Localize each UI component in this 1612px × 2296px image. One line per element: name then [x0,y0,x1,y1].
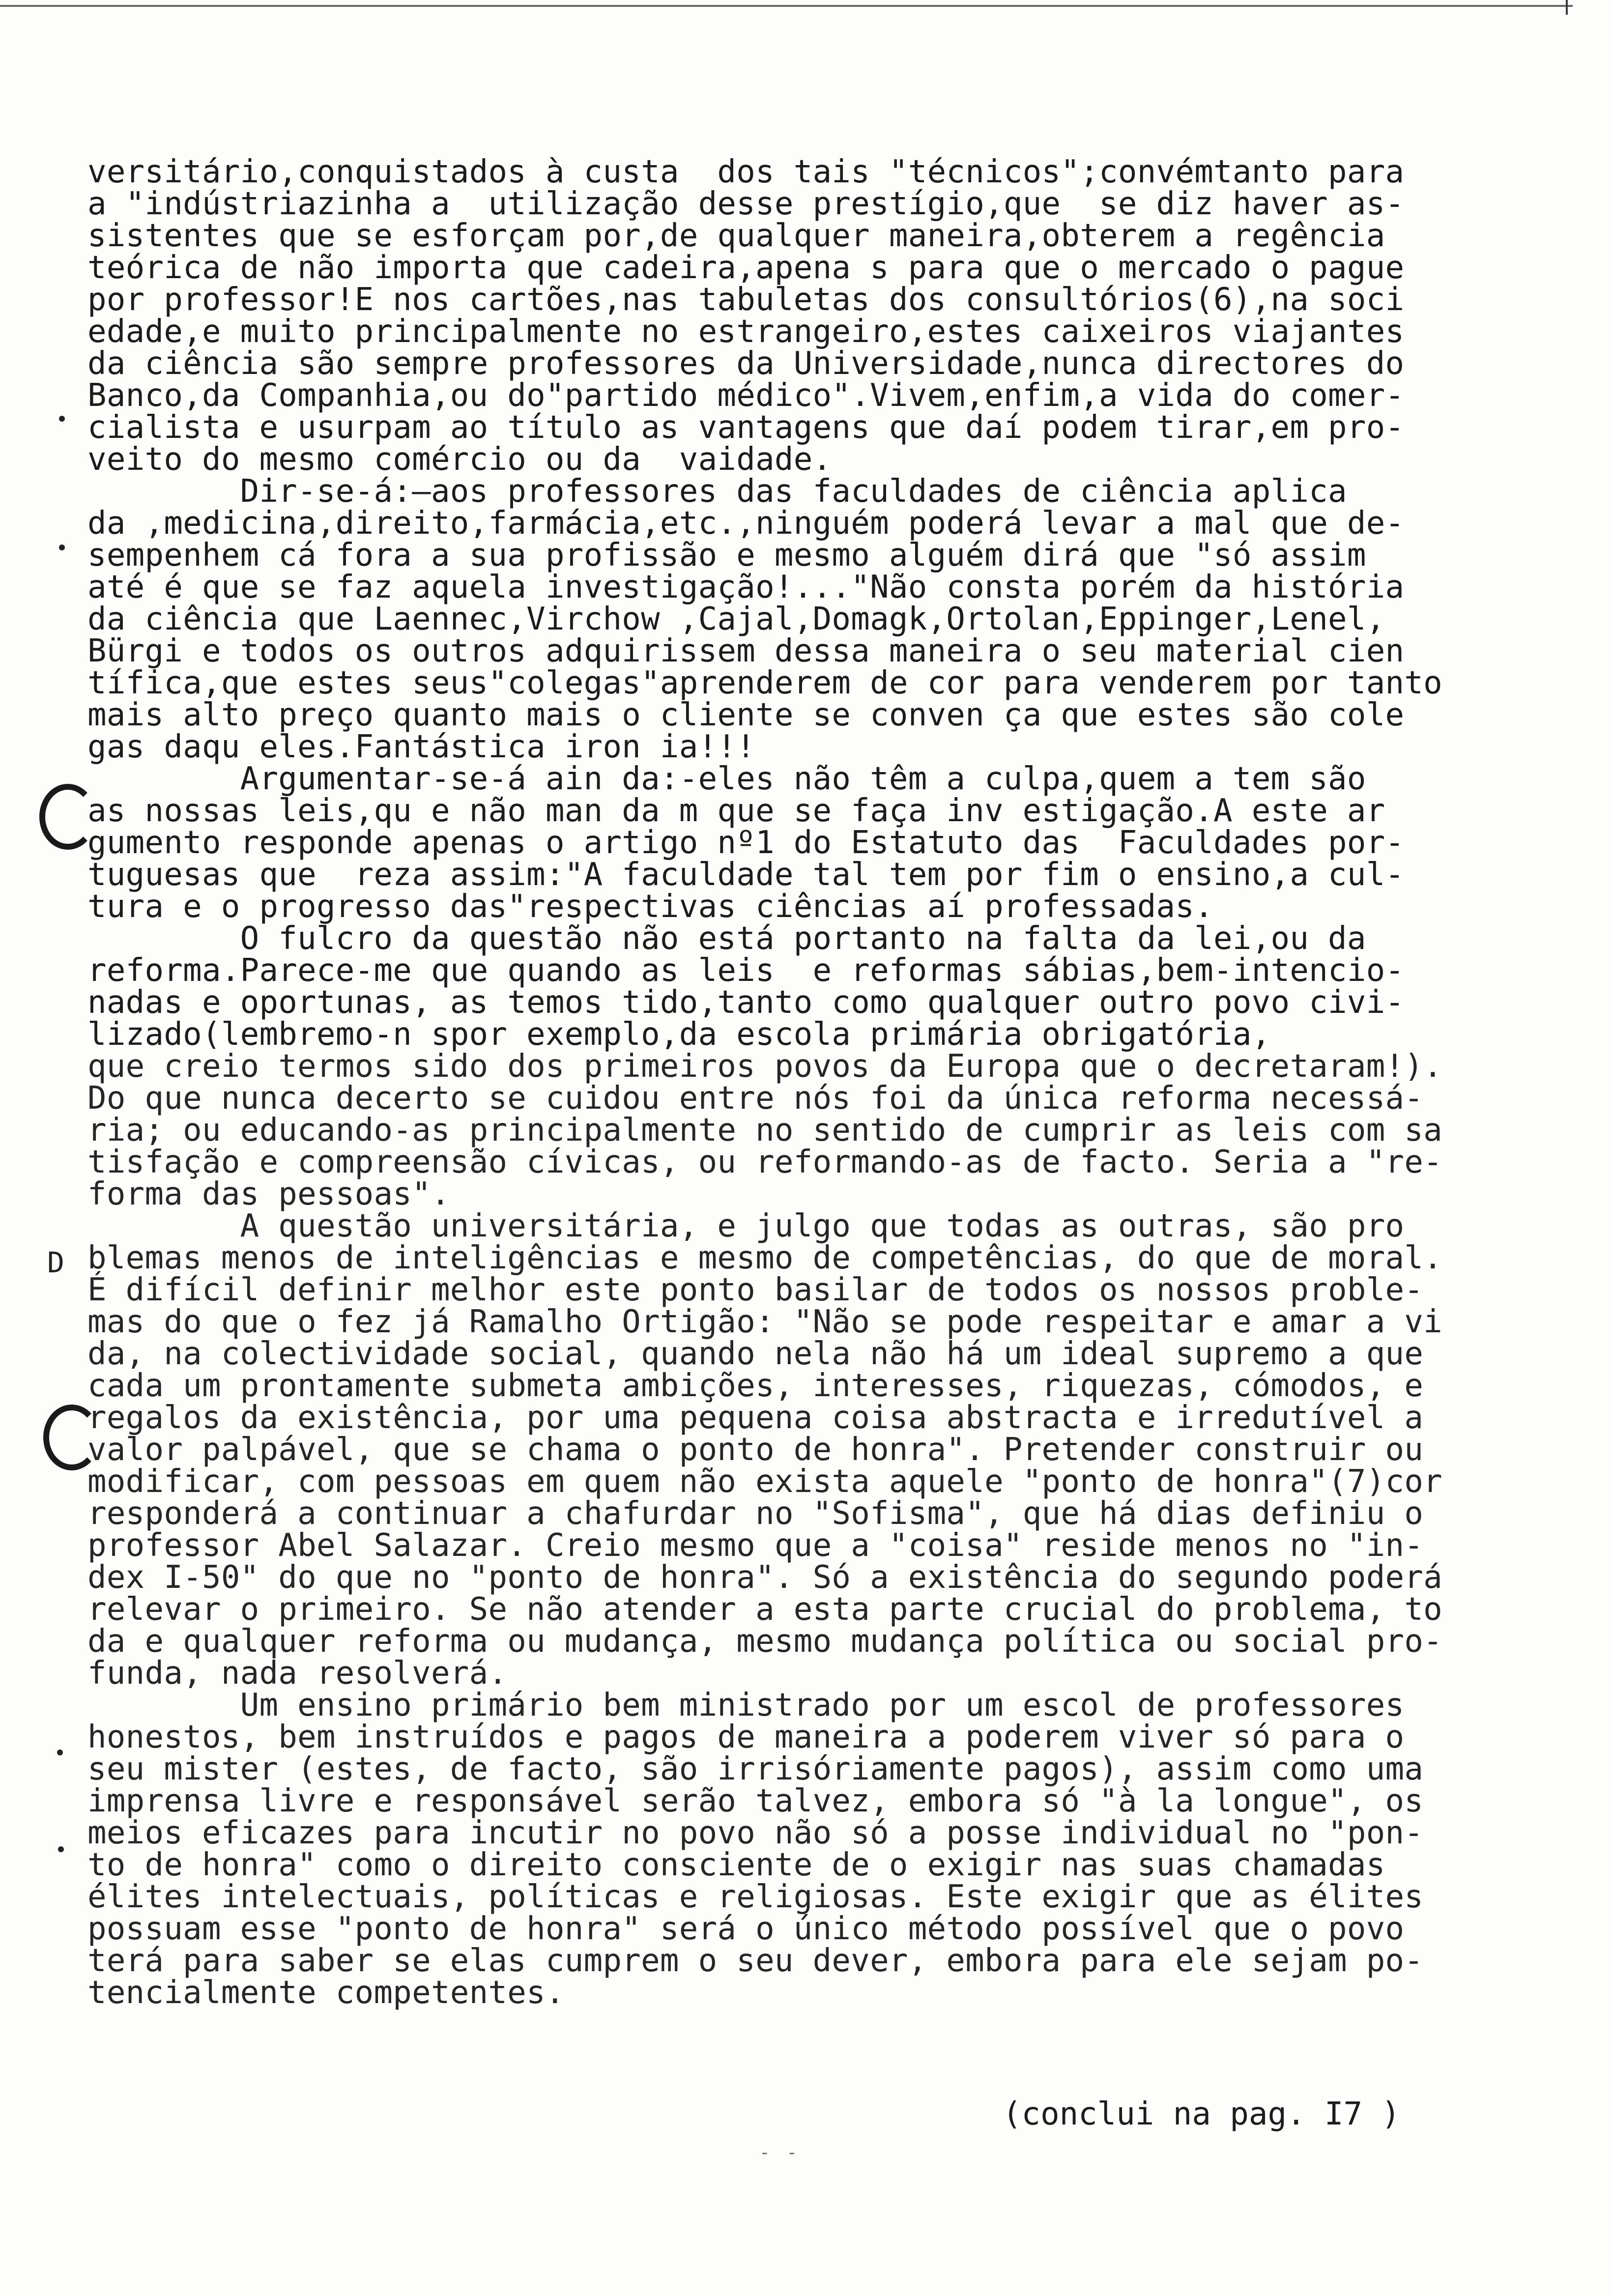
top-edge-rule [0,5,1573,7]
text-line: veito do mesmo comércio ou da vaidade. [87,441,832,478]
text-line: cada um prontamente submeta ambições, interesses, riquezas, cómodos, e [87,1368,1424,1404]
corner-mark [1566,0,1568,15]
text-line: tencialmente competentes. [87,1975,565,2011]
text-line: da e qualquer reforma ou mudança, mesmo mudança política ou social pro- [87,1623,1443,1660]
text-line: forma das pessoas". [87,1176,450,1212]
text-line: responderá a continuar a chafurdar no "Sofisma", que há dias definiu o [87,1495,1424,1532]
text-line: possuam esse "ponto de honra" será o único método possível que o povo [87,1911,1405,1947]
text-line: versitário,conquistados à custa dos tais "técnicos";convémtanto para [87,154,1405,190]
text-line: meios eficazes para incutir no povo não só a posse individual no "pon- [87,1815,1424,1851]
text-line: por professor!E nos cartões,nas tabuletas dos consultórios(6),na soci [87,282,1405,318]
margin-dot [58,1846,64,1852]
paragraph [87,473,1493,765]
text-line: Do que nunca decerto se cuidou entre nós foi da única reforma necessá- [87,1080,1424,1117]
text-line: sempenhem cá fora a sua profissão e mesmo alguém dirá que "só assim [87,537,1366,574]
text-line: nadas e oportunas, as temos tido,tanto como qualquer outro povo civi- [87,984,1405,1021]
paragraph [87,1210,1493,1690]
text-line: mais alto preço quanto mais o cliente se conven ça que estes são cole [87,697,1405,733]
text-line: élites intelectuais, políticas e religiosas. Este exigir que as élites [87,1879,1424,1915]
paragraph [87,156,1493,476]
text-line: Bürgi e todos os outros adquirissem dessa maneira o seu material cien [87,633,1405,669]
margin-dot [59,416,65,422]
text-line: dex I-50" do que no "ponto de honra". Só a existência do segundo poderá [87,1559,1443,1596]
text-line: regalos da existência, por uma pequena coisa abstracta e irredutível a [87,1400,1424,1436]
text-line: A questão universitária, e julgo que todas as outras, são pro [87,1208,1405,1244]
text-line: Dir-se-á:—aos professores das faculdades de ciência aplica [87,473,1347,510]
text-line: mas do que o fez já Ramalho Ortigão: "Não se pode respeitar e amar a vi [87,1304,1443,1340]
text-line: da ciência que Laennec,Virchow ,Cajal,Domagk,Ortolan,Eppinger,Lenel, [87,601,1385,637]
paragraph [87,1048,1493,1212]
text-line: que creio termos sido dos primeiros povos da Europa que o decretaram!). [87,1048,1443,1085]
text-line: professor Abel Salazar. Creio mesmo que a "coisa" reside menos no "in- [87,1527,1424,1564]
text-line: funda, nada resolverá. [87,1655,508,1692]
margin-dot [59,545,65,550]
text-line: cialista e usurpam ao título as vantagens que daí podem tirar,em pro- [87,409,1405,446]
text-line: É difícil definir melhor este ponto basilar de todos os nossos proble- [87,1272,1424,1308]
paragraph [87,763,1493,923]
text-line: Argumentar-se-á ain da:-eles não têm a culpa,quem a tem são [87,761,1366,797]
text-line: Um ensino primário bem ministrado por um escol de professores [87,1687,1405,1723]
text-line: sistentes que se esforçam por,de qualquer maneira,obterem a regência [87,218,1385,254]
text-line: to de honra" como o direito consciente de o exigir nas suas chamadas [87,1847,1385,1883]
text-line: da ,medicina,direito,farmácia,etc.,ninguém poderá levar a mal que de- [87,505,1405,542]
text-line: tisfação e compreensão cívicas, ou reformando-as de facto. Seria a "re- [87,1144,1443,1180]
text-line: da ciência são sempre professores da Universidade,nunca directores do [87,345,1405,382]
paragraph [87,920,1493,1053]
text-line: modificar, com pessoas em quem não exista aquele "ponto de honra"(7)cor [87,1464,1443,1500]
text-line: reforma.Parece-me que quando as leis e reformas sábias,bem-intencio- [87,952,1405,989]
text-line: ria; ou educando-as principalmente no sentido de cumprir as leis com sa [87,1112,1443,1148]
page-mark: - - [759,2143,801,2163]
text-line: tífica,que estes seus"colegas"aprenderem de cor para venderem por tanto [87,665,1443,701]
text-line: a "indústriazinha a utilização desse prestígio,que se diz haver as- [87,186,1405,222]
text-line: teórica de não importa que cadeira,apena s para que o mercado o pague [87,250,1405,286]
text-line: tuguesas que reza assim:"A faculdade tal tem por fim o ensino,a cul- [87,857,1405,893]
text-line: O fulcro da questão não está portanto na falta da lei,ou da [87,920,1366,957]
text-line: até é que se faz aquela investigação!..."Não consta porém da história [87,569,1405,605]
text-line: lizado(lembremo-n spor exemplo,da escola primária obrigatória, [87,1016,1271,1053]
text-line: gumento responde apenas o artigo nº1 do Estatuto das Faculdades por- [87,825,1405,861]
margin-dot [57,1750,63,1755]
text-line: blemas menos de inteligências e mesmo de competências, do que de moral. [87,1240,1443,1276]
paragraph [87,1687,1493,2011]
text-line: tura e o progresso das"respectivas ciências aí professadas. [87,889,1214,925]
margin-letter: D [47,1246,64,1279]
text-line: da, na colectividade social, quando nela não há um ideal supremo a que [87,1336,1424,1372]
body-text [87,156,1493,2009]
text-line: edade,e muito principalmente no estrangeiro,estes caixeiros viajantes [87,314,1405,350]
text-line: honestos, bem instruídos e pagos de maneira a poderem viver só para o [87,1719,1405,1755]
text-line: relevar o primeiro. Se não atender a esta parte crucial do problema, to [87,1591,1443,1628]
text-line: Banco,da Companhia,ou do"partido médico".Vivem,enfim,a vida do comer- [87,377,1405,414]
continuation-note: (conclui na pag. I7 ) [1003,2096,1401,2132]
text-line: seu mister (estes, de facto, são irrisóriamente pagos), assim como uma [87,1751,1424,1787]
text-line: gas daqu eles.Fantástica iron ia!!! [87,729,756,765]
text-line: valor palpável, que se chama o ponto de honra". Pretender construir ou [87,1432,1424,1468]
text-line: imprensa livre e responsável serão talvez, embora só "à la longue", os [87,1783,1424,1819]
text-line: terá para saber se elas cumprem o seu dever, embora para ele sejam po- [87,1943,1424,1979]
text-line: as nossas leis,qu e não man da m que se faça inv estigação.A este ar [87,793,1385,829]
